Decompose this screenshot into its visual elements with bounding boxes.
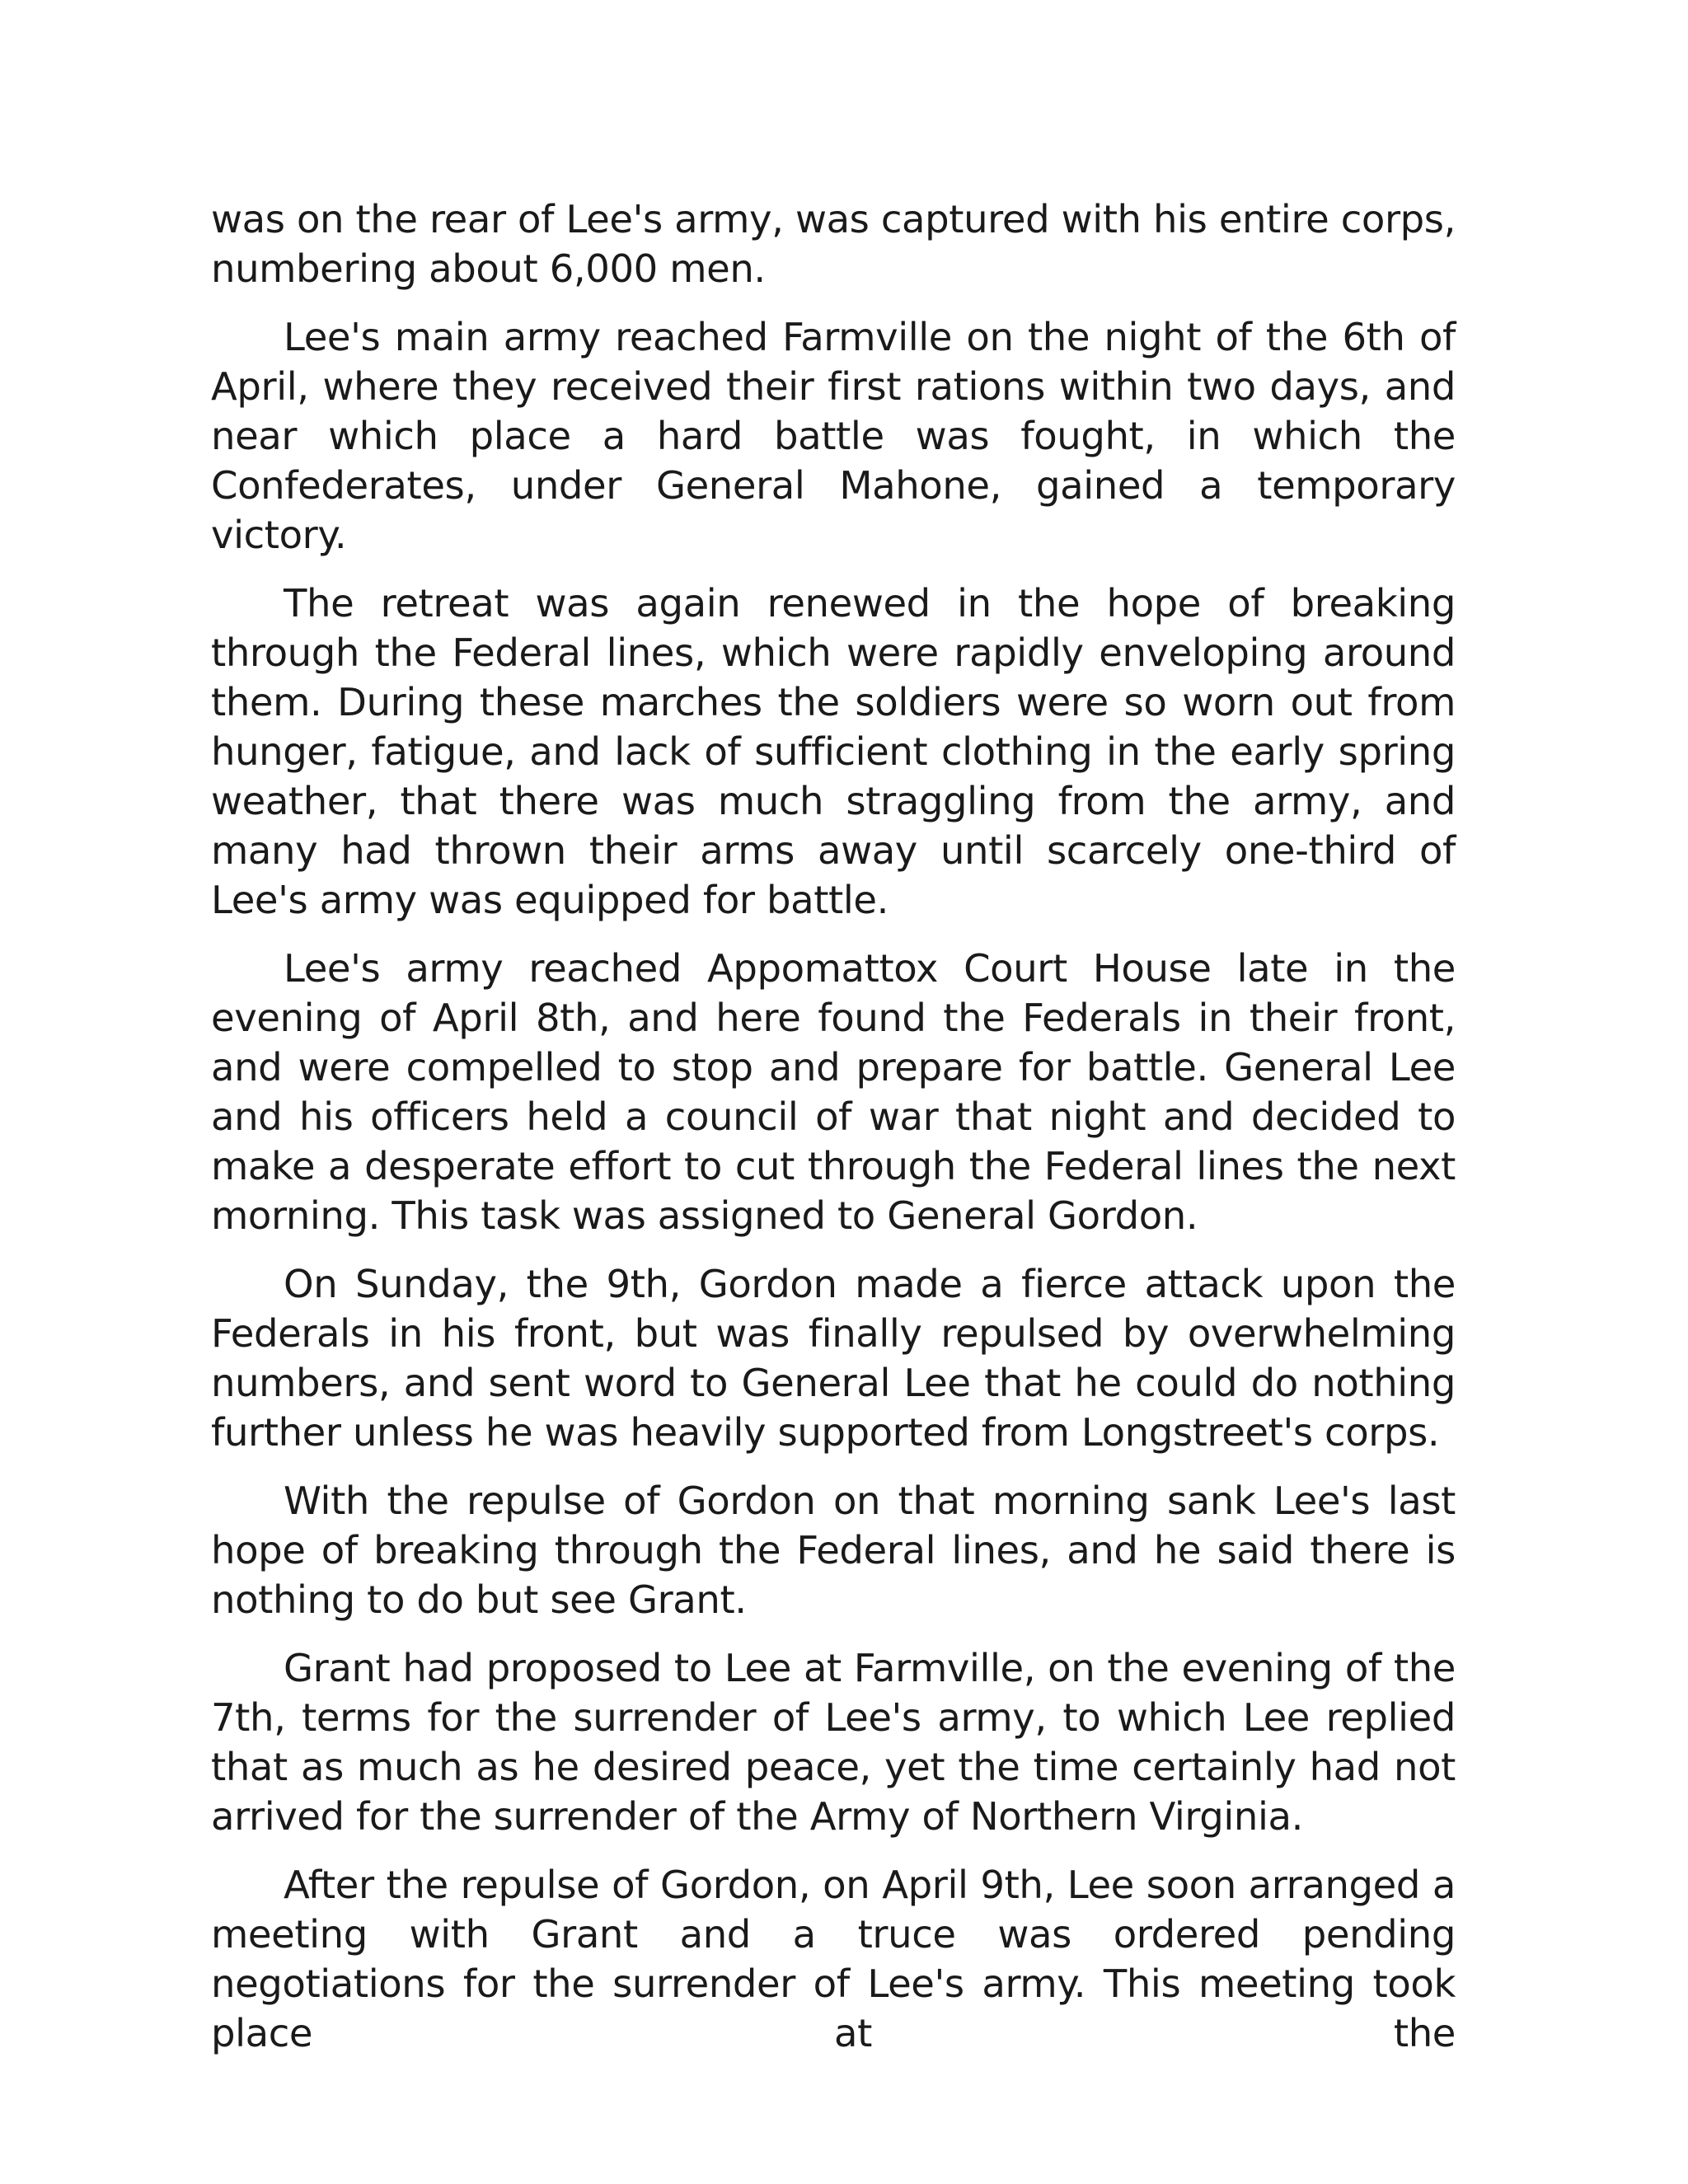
paragraph-2: Lee's main army reached Farmville on the night of the 6th of April, where they received their first rations within two days, and near which place a hard battle was fought, in which the Confederates, under General Mahone, gained a temporary victory. (211, 315, 1456, 557)
paragraph-8: After the repulse of Gordon, on April 9th, Lee soon arranged a meeting with Grant and a truce was ordered pending negotiations for the surrender of Lee's army. This meeting took place at the (211, 1863, 1456, 2055)
paragraph-3: The retreat was again renewed in the hope of breaking through the Federal lines, which were rapidly enveloping around them. During these marches the soldiers were so worn out from hunger, fatigue, and lack of sufficient clothing in the early spring weather, that there was much straggling from the army, and many had thrown their arms away until scarcely one-third of Lee's army was equipped for battle. (211, 581, 1456, 922)
paragraph-5: On Sunday, the 9th, Gordon made a fierce attack upon the Federals in his front, but was finally repulsed by overwhelming numbers, and sent word to General Lee that he could do nothing further unless he was heavily supported from Longstreet's corps. (211, 1262, 1456, 1455)
paragraph-7: Grant had proposed to Lee at Farmville, on the evening of the 7th, terms for the surrender of Lee's army, to which Lee replied that as much as he desired peace, yet the time certainly had not arrived for the surrender of the Army of Northern Virginia. (211, 1646, 1456, 1839)
paragraph-6: With the repulse of Gordon on that morning sank Lee's last hope of breaking through the Federal lines, and he said there is nothing to do but see Grant. (211, 1479, 1456, 1622)
paragraph-1: was on the rear of Lee's army, was captured with his entire corps, numbering about 6,000 men. (211, 197, 1456, 291)
paragraph-4: Lee's army reached Appomattox Court House late in the evening of April 8th, and here found the Federals in their front, and were compelled to stop and prepare for battle. General Lee and his officers held a council of war that night and decided to make a desperate effort to cut through the Federal lines the next morning. This task was assigned to General Gordon. (211, 946, 1456, 1238)
document-page (211, 194, 1456, 2077)
